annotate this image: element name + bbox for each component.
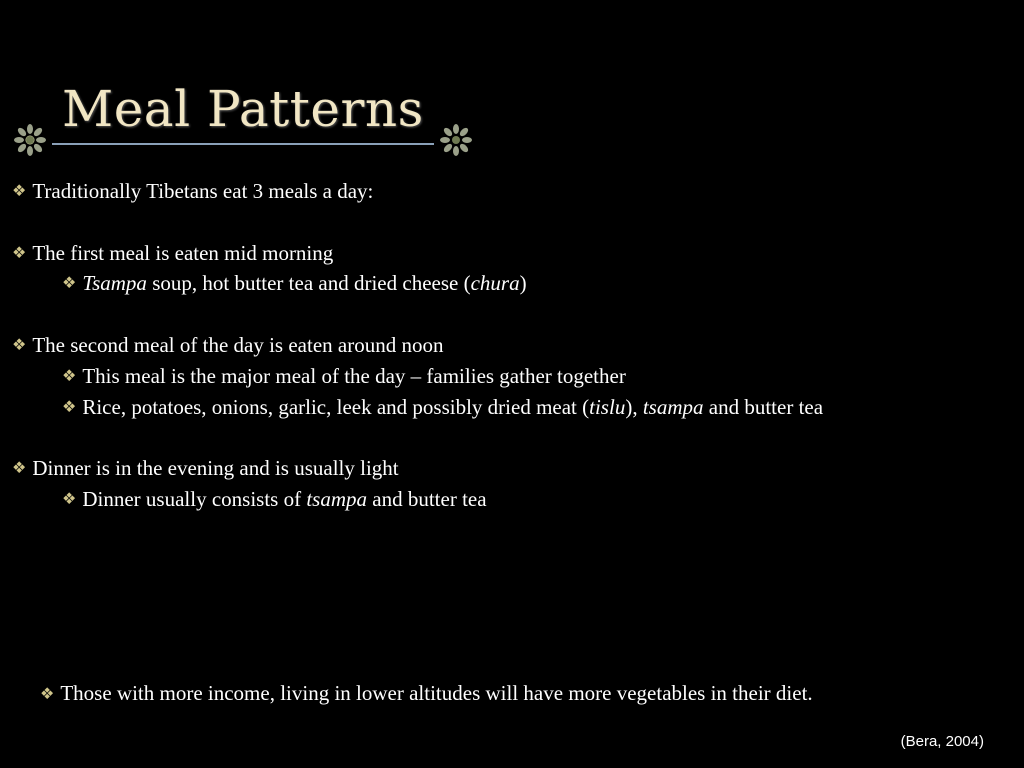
bullet-diamond-icon: ❖ <box>12 181 27 200</box>
bullet-text: Traditionally Tibetans eat 3 meals a day: <box>32 179 374 203</box>
bullet-diamond-icon: ❖ <box>12 242 27 262</box>
list-item <box>12 238 1012 269</box>
bullet-text: Rice, potatoes, onions, garlic, leek and possibly dried meat (tislu), tsampa and butter tea <box>82 394 824 419</box>
bullet-diamond-icon: ❖ <box>40 684 55 703</box>
list-item <box>12 484 1012 515</box>
bullet-diamond-icon: ❖ <box>12 334 27 354</box>
bullet-text: This meal is the major meal of the day – families gather together <box>82 363 626 388</box>
bullet-diamond-icon: ❖ <box>62 273 77 293</box>
page-title: Meal Patterns <box>62 80 424 138</box>
bullet-list <box>12 176 1012 515</box>
bullet-text: The first meal is eaten mid morning <box>32 240 334 265</box>
bullet-text: Dinner usually consists of tsampa and butter tea <box>82 486 487 511</box>
title-underline <box>52 143 434 145</box>
footnote-text: Those with more income, living in lower altitudes will have more vegetables in their diet. <box>60 681 813 705</box>
list-item <box>12 453 1012 484</box>
footnote-bullet <box>40 681 813 706</box>
bullet-diamond-icon: ❖ <box>62 396 77 416</box>
bullet-diamond-icon: ❖ <box>62 365 77 385</box>
bullet-text: Dinner is in the evening and is usually light <box>32 456 399 481</box>
citation: (Bera, 2004) <box>900 733 984 750</box>
bullet-text: The second meal of the day is eaten around noon <box>32 332 444 357</box>
list-item <box>12 361 1012 392</box>
bullet-diamond-icon: ❖ <box>12 458 27 478</box>
bullet-text: Tsampa soup, hot butter tea and dried cheese (chura) <box>82 271 527 296</box>
list-item <box>12 392 1012 423</box>
list-item <box>12 330 1012 361</box>
flower-ornament-left-icon <box>14 124 46 156</box>
flower-ornament-right-icon <box>440 124 472 156</box>
bullet-diamond-icon: ❖ <box>62 488 77 508</box>
list-item <box>12 176 1012 207</box>
list-item <box>12 268 1012 299</box>
